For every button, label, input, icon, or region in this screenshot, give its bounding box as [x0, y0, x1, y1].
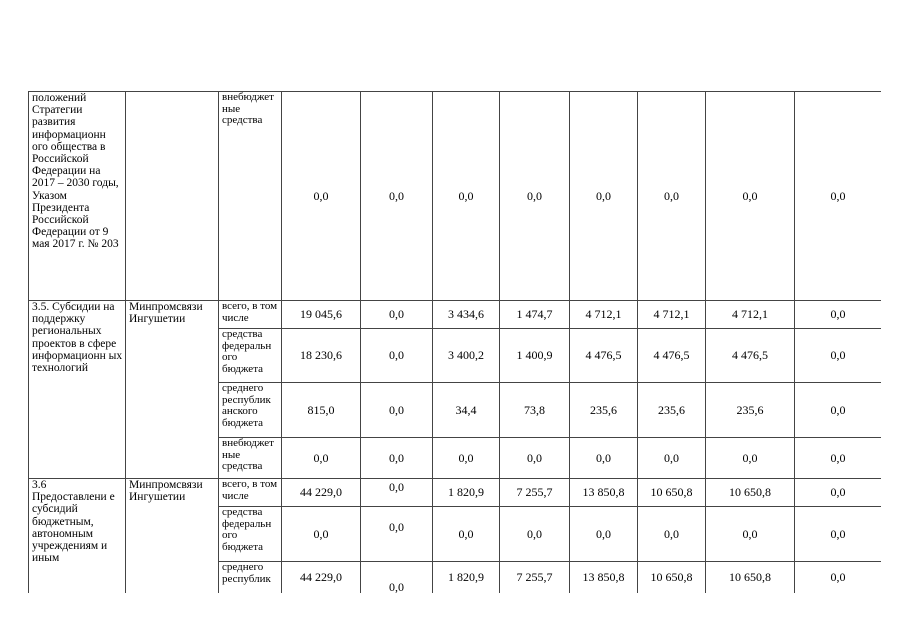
year-value-cell: 0,0 [795, 507, 882, 562]
total-value-cell: 44 229,0 [282, 562, 361, 594]
year-value-cell: 0,0 [361, 329, 433, 383]
year-value-cell: 4 712,1 [570, 301, 638, 329]
year-value-cell: 0,0 [795, 329, 882, 383]
total-value-cell: 19 045,6 [282, 301, 361, 329]
year-value-cell: 13 850,8 [570, 562, 638, 594]
year-value-cell: 0,0 [570, 507, 638, 562]
year-value-cell: 0,0 [795, 479, 882, 507]
year-value-cell: 235,6 [706, 383, 795, 438]
year-value-cell: 4 476,5 [638, 329, 706, 383]
total-value-cell: 44 229,0 [282, 479, 361, 507]
funding-source-cell: средства федеральн ого бюджета [219, 329, 282, 383]
table-row [29, 479, 882, 507]
year-value-cell: 10 650,8 [706, 562, 795, 594]
year-value-cell: 4 476,5 [706, 329, 795, 383]
year-value-cell: 73,8 [500, 383, 570, 438]
funding-source-cell: всего, в том числе [219, 301, 282, 329]
year-value-cell: 235,6 [570, 383, 638, 438]
year-value-cell: 0,0 [433, 507, 500, 562]
funding-source-cell: внебюджет ные средства [219, 438, 282, 479]
year-value-cell: 0,0 [795, 92, 882, 301]
total-value-cell: 0,0 [282, 438, 361, 479]
year-value-cell: 0,0 [638, 92, 706, 301]
table-row [29, 92, 882, 301]
funding-source-cell: средства федеральн ого бюджета [219, 507, 282, 562]
responsible-cell: Минпромсвязи Ингушетии [126, 301, 219, 479]
year-value-cell: 34,4 [433, 383, 500, 438]
responsible-cell [126, 92, 219, 301]
year-value-cell: 10 650,8 [638, 479, 706, 507]
year-value-cell: 0,0 [433, 92, 500, 301]
responsible-cell: Минпромсвязи Ингушетии [126, 479, 219, 594]
year-value-cell: 13 850,8 [570, 479, 638, 507]
year-value-cell: 10 650,8 [638, 562, 706, 594]
year-value-cell: 0,0 [638, 438, 706, 479]
year-value-cell: 0,0 [795, 383, 882, 438]
year-value-cell: 0,0 [500, 438, 570, 479]
year-value-cell: 0,0 [638, 507, 706, 562]
budget-table [28, 91, 881, 593]
year-value-cell: 0,0 [706, 92, 795, 301]
total-value-cell: 0,0 [282, 92, 361, 301]
total-value-cell: 18 230,6 [282, 329, 361, 383]
year-value-cell: 235,6 [638, 383, 706, 438]
year-value-cell: 0,0 [500, 507, 570, 562]
year-value-cell: 0,0 [795, 301, 882, 329]
measure-name-cell: 3.6 Предоставлени е субсидий бюджетным, автономным учреждениям и иным [29, 479, 126, 594]
year-value-cell: 0,0 [361, 507, 433, 562]
year-value-cell: 0,0 [361, 438, 433, 479]
budget-table-page [28, 91, 881, 593]
year-value-cell: 3 400,2 [433, 329, 500, 383]
funding-source-cell: среднего республик [219, 562, 282, 594]
year-value-cell: 1 400,9 [500, 329, 570, 383]
year-value-cell: 0,0 [706, 507, 795, 562]
year-value-cell: 4 476,5 [570, 329, 638, 383]
year-value-cell: 0,0 [795, 438, 882, 479]
year-value-cell: 7 255,7 [500, 479, 570, 507]
year-value-cell: 0,0 [570, 92, 638, 301]
funding-source-cell: всего, в том числе [219, 479, 282, 507]
measure-name-cell: положений Стратегии развития информационн ого общества в Российской Федерации на 2017 – 2030 годы, Указом Президента Российской Федерации от 9 мая 2017 г. № 203 [29, 92, 126, 301]
year-value-cell: 0,0 [361, 301, 433, 329]
total-value-cell: 0,0 [282, 507, 361, 562]
year-value-cell: 10 650,8 [706, 479, 795, 507]
year-value-cell: 3 434,6 [433, 301, 500, 329]
year-value-cell: 4 712,1 [638, 301, 706, 329]
year-value-cell: 0,0 [500, 92, 570, 301]
year-value-cell: 1 820,9 [433, 479, 500, 507]
year-value-cell: 0,0 [361, 383, 433, 438]
table-row [29, 301, 882, 329]
year-value-cell: 0,0 [570, 438, 638, 479]
year-value-cell: 7 255,7 [500, 562, 570, 594]
measure-name-cell: 3.5. Субсидии на поддержку региональных проектов в сфере информационн ых технологий [29, 301, 126, 479]
funding-source-cell: среднего республик анского бюджета [219, 383, 282, 438]
year-value-cell: 0,0 [795, 562, 882, 594]
year-value-cell: 0,0 [706, 438, 795, 479]
year-value-cell: 0,0 [361, 479, 433, 507]
year-value-cell: 1 474,7 [500, 301, 570, 329]
year-value-cell: 0,0 [433, 438, 500, 479]
year-value-cell: 0,0 [361, 562, 433, 594]
year-value-cell: 4 712,1 [706, 301, 795, 329]
total-value-cell: 815,0 [282, 383, 361, 438]
funding-source-cell: внебюджет ные средства [219, 92, 282, 301]
year-value-cell: 1 820,9 [433, 562, 500, 594]
year-value-cell: 0,0 [361, 92, 433, 301]
